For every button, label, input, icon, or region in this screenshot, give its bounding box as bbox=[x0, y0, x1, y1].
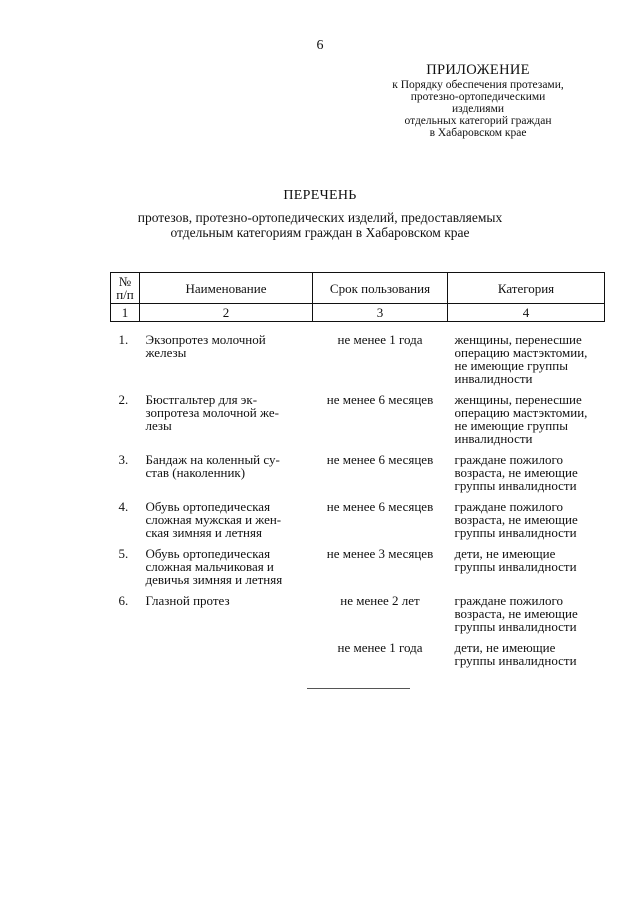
row-category bbox=[448, 500, 605, 547]
row-name-line: девичья зимняя и летняя bbox=[145, 572, 283, 587]
row-name-line: сложная мальчиковая и bbox=[145, 559, 274, 574]
document-subtitle-line: протезов, протезно-ортопедических изделий, предоставляемых bbox=[137, 210, 503, 225]
row-name bbox=[140, 333, 313, 393]
row-category-line: операцию мастэктомии, bbox=[454, 405, 588, 420]
row-category bbox=[448, 547, 605, 594]
row-term: не менее 6 месяцев bbox=[326, 499, 434, 514]
row-term: не менее 1 года bbox=[337, 332, 423, 347]
row-term: не менее 6 месяцев bbox=[326, 392, 434, 407]
prosthesis-table bbox=[110, 272, 605, 675]
appendix-title: ПРИЛОЖЕНИЕ bbox=[426, 62, 530, 78]
document-subtitle bbox=[0, 210, 640, 240]
row-name-line: зопротеза молочной же- bbox=[145, 405, 279, 420]
table-row bbox=[111, 500, 605, 547]
row-index: 4. bbox=[118, 499, 129, 514]
column-number: 2 bbox=[140, 304, 313, 322]
row-category-line: возраста, не имеющие bbox=[454, 512, 578, 527]
row-term: не менее 6 месяцев bbox=[326, 452, 434, 467]
header-term: Срок пользования bbox=[313, 273, 448, 304]
row-category-line: инвалидности bbox=[454, 431, 533, 446]
column-number: 4 bbox=[448, 304, 605, 322]
row-name bbox=[140, 500, 313, 547]
row-category-line: группы инвалидности bbox=[454, 653, 577, 668]
header-name: Наименование bbox=[140, 273, 313, 304]
row-category bbox=[448, 393, 605, 453]
table-row bbox=[111, 333, 605, 393]
row-term: не менее 1 года bbox=[337, 640, 423, 655]
row-name-line: Бандаж на коленный су- bbox=[145, 452, 280, 467]
row-category-line: инвалидности bbox=[454, 371, 533, 386]
row-term: не менее 2 лет bbox=[340, 593, 420, 608]
row-category-line: граждане пожилого bbox=[454, 593, 564, 608]
row-category bbox=[448, 594, 605, 641]
row-index: 1. bbox=[118, 332, 129, 347]
row-category bbox=[448, 333, 605, 393]
row-name-line: Обувь ортопедическая bbox=[145, 499, 271, 514]
header-category: Категория bbox=[448, 273, 605, 304]
document-subtitle-line: отдельным категориям граждан в Хабаровском крае bbox=[170, 225, 470, 240]
appendix-line: отдельных категорий граждан bbox=[404, 115, 552, 127]
row-category-line: группы инвалидности bbox=[454, 525, 577, 540]
row-name-line: став (наколенник) bbox=[145, 465, 246, 480]
row-category-line: возраста, не имеющие bbox=[454, 465, 578, 480]
table-row bbox=[111, 641, 605, 675]
row-name bbox=[140, 594, 313, 641]
row-index: 5. bbox=[118, 546, 129, 561]
row-category-line: граждане пожилого bbox=[454, 452, 564, 467]
row-name-line: железы bbox=[145, 345, 187, 360]
row-category-line: не имеющие группы bbox=[454, 358, 568, 373]
row-category-line: дети, не имеющие bbox=[454, 546, 556, 561]
row-name bbox=[140, 547, 313, 594]
row-category-line: возраста, не имеющие bbox=[454, 606, 578, 621]
row-name-line: ская зимняя и летняя bbox=[145, 525, 262, 540]
table-header-row bbox=[111, 273, 605, 304]
row-category-line: группы инвалидности bbox=[454, 559, 577, 574]
column-number: 1 bbox=[111, 304, 140, 322]
table-row bbox=[111, 547, 605, 594]
appendix-line: в Хабаровском крае bbox=[429, 127, 527, 139]
row-name bbox=[140, 641, 313, 675]
row-name bbox=[140, 453, 313, 500]
row-name-line: Обувь ортопедическая bbox=[145, 546, 271, 561]
row-name-line: лезы bbox=[145, 418, 172, 433]
row-term: не менее 3 месяцев bbox=[326, 546, 434, 561]
header-index: № п/п bbox=[111, 273, 140, 304]
row-category-line: граждане пожилого bbox=[454, 499, 564, 514]
row-category-line: операцию мастэктомии, bbox=[454, 345, 588, 360]
page-number: 6 bbox=[316, 38, 324, 53]
table-row bbox=[111, 453, 605, 500]
row-category-line: женщины, перенесшие bbox=[454, 392, 582, 407]
row-name-line: Глазной протез bbox=[145, 593, 230, 608]
column-number: 3 bbox=[313, 304, 448, 322]
appendix-line: протезно-ортопедическими изделиями bbox=[410, 91, 546, 115]
row-index bbox=[111, 641, 140, 675]
row-index: 6. bbox=[118, 593, 129, 608]
table-body bbox=[111, 322, 605, 676]
row-category-line: не имеющие группы bbox=[454, 418, 568, 433]
row-category-line: женщины, перенесшие bbox=[454, 332, 582, 347]
row-category bbox=[448, 641, 605, 675]
table-row bbox=[111, 393, 605, 453]
row-category bbox=[448, 453, 605, 500]
table-row bbox=[111, 594, 605, 641]
appendix-line: к Порядку обеспечения протезами, bbox=[392, 79, 564, 91]
row-name bbox=[140, 393, 313, 453]
footer-rule bbox=[307, 688, 410, 689]
row-index: 3. bbox=[118, 452, 129, 467]
table-column-numbers-row bbox=[111, 304, 605, 322]
row-category-line: группы инвалидности bbox=[454, 478, 577, 493]
row-category-line: дети, не имеющие bbox=[454, 640, 556, 655]
document-title: ПЕРЕЧЕНЬ bbox=[283, 188, 357, 203]
row-name-line: Экзопротез молочной bbox=[145, 332, 266, 347]
row-index: 2. bbox=[118, 392, 129, 407]
appendix-block bbox=[392, 62, 564, 139]
row-name-line: Бюстгальтер для эк- bbox=[145, 392, 258, 407]
row-category-line: группы инвалидности bbox=[454, 619, 577, 634]
row-name-line: сложная мужская и жен- bbox=[145, 512, 282, 527]
